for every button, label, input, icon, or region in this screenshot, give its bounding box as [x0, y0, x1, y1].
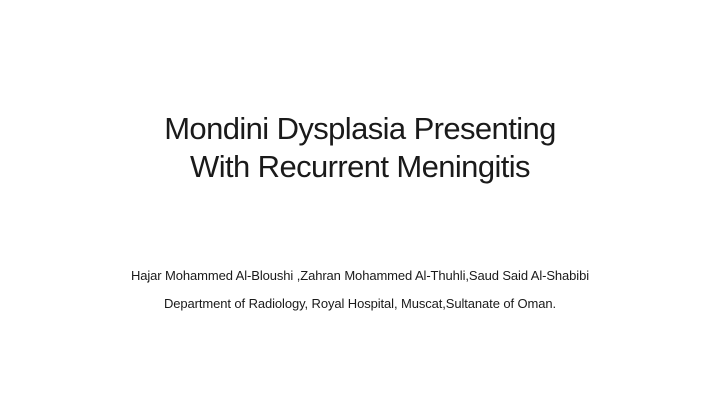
- title-line-1: Mondini Dysplasia Presenting: [164, 111, 556, 146]
- affiliation: Department of Radiology, Royal Hospital, Muscat,Sultanate of Oman.: [163, 296, 557, 311]
- author-list: Hajar Mohammed Al-Bloushi ,Zahran Mohammed Al-Thuhli,Saud Said Al-Shabibi: [130, 268, 590, 283]
- title-line-2: With Recurrent Meningitis: [190, 149, 530, 184]
- slide-title: [60, 110, 660, 186]
- slide-subtitle: [20, 262, 700, 318]
